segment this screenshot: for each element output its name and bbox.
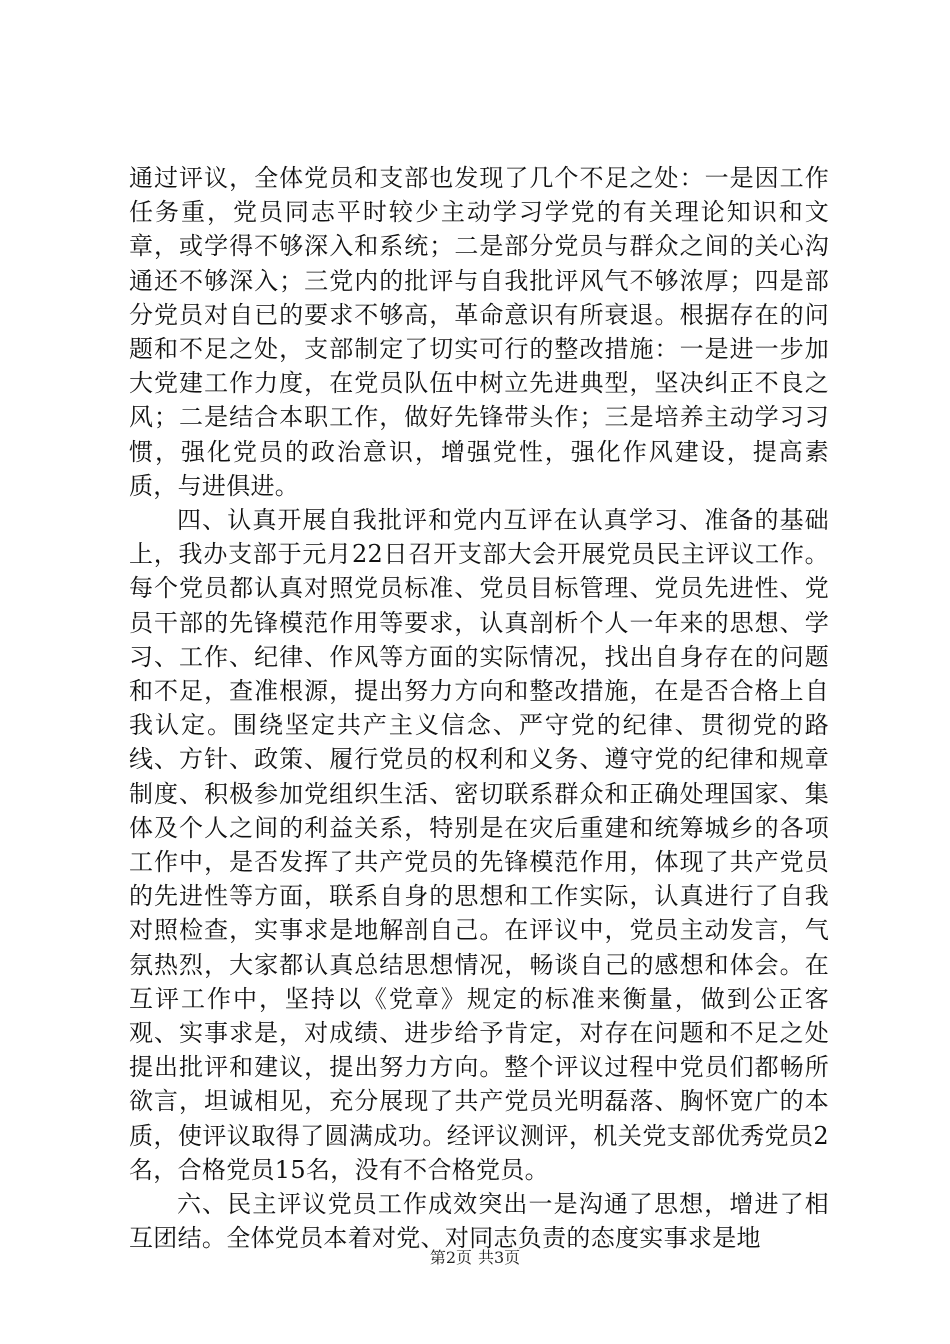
paragraph-self-criticism: 四、认真开展自我批评和党内互评在认真学习、准备的基础上，我办支部于元月22日召开支部大会开展党员民主评议工作。每个党员都认真对照党员标准、党员目标管理、党员先进性、党员干部的先锋模范作用等要求，认真剖析个人一年来的思想、学习、工作、纪律、作风等方面的实际情况，找出自身存在的问题和不足，查准根源，提出努力方向和整改措施，在是否合格上自我认定。围绕坚定共产主义信念、严守党的纪律、贯彻党的路线、方针、政策、履行党员的权利和义务、遵守党的纪律和规章制度、积极参加党组织生活、密切联系群众和正确处理国家、集体及个人之间的利益关系，特别是在灾后重建和统筹城乡的各项工作中，是否发挥了共产党员的先锋模范作用，体现了共产党员的先进性等方面，联系自身的思想和工作实际，认真进行了自我对照检查，实事求是地解剖自己。在评议中，党员主动发言，气氛热烈，大家都认真总结思想情况，畅谈自己的感想和体会。在互评工作中，坚持以《党章》规定的标准来衡量，做到公正客观、实事求是，对成绩、进步给予肯定，对存在问题和不足之处提出批评和建议，提出努力方向。整个评议过程中党员们都畅所欲言，坦诚相见，充分展现了共产党员光明磊落、胸怀宽广的本质，使评议取得了圆满成功。经评议测评，机关党支部优秀党员2名，合格党员15名，没有不合格党员。 <box>129 506 829 1184</box>
page-number: 第2页 <box>429 1248 472 1267</box>
paragraph-results: 六、民主评议党员工作成效突出一是沟通了思想，增进了相互团结。全体党员本着对党、对同志负责的态度实事求是地 <box>129 1190 829 1253</box>
document-body <box>129 161 829 1256</box>
page-footer <box>0 1248 950 1268</box>
paragraph-review-shortcomings: 通过评议，全体党员和支部也发现了几个不足之处：一是因工作任务重，党员同志平时较少主动学习学党的有关理论知识和文章，或学得不够深入和系统；二是部分党员与群众之间的关心沟通还不够深入；三党内的批评与自我批评风气不够浓厚；四是部分党员对自已的要求不够高，革命意识有所衰退。根据存在的问题和不足之处，支部制定了切实可行的整改措施：一是进一步加大党建工作力度，在党员队伍中树立先进典型，坚决纠正不良之风；二是结合本职工作，做好先锋带头作；三是培养主动学习习惯，强化党员的政治意识，增强党性，强化作风建设，提高素质，与进俱进。 <box>129 164 829 500</box>
page-total: 共3页 <box>478 1248 521 1267</box>
